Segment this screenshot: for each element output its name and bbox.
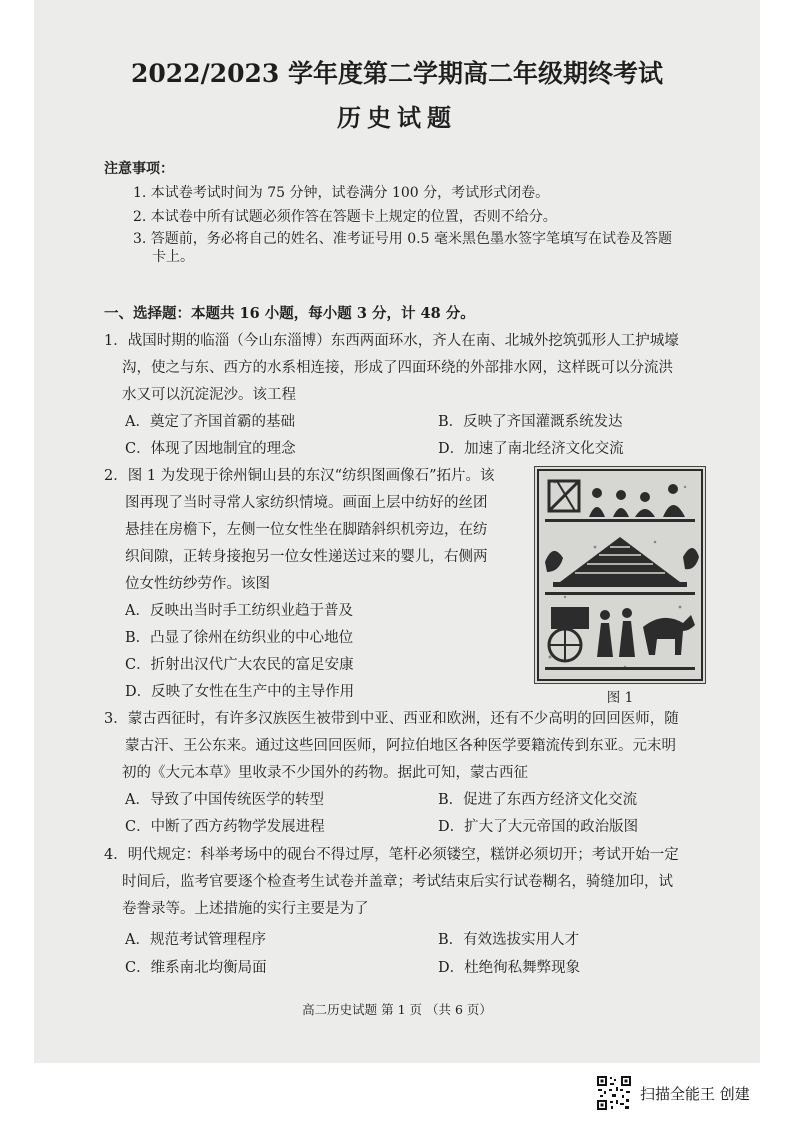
notice-item: 卡上。 <box>152 249 194 265</box>
question-3-option-d: D．扩大了大元帝国的政治版图 <box>438 819 639 835</box>
question-2-line: 织间隙，正转身接抱另一位女性递送过来的婴儿，右侧两 <box>125 549 488 565</box>
question-1-line: 水又可以沉淀泥沙。该工程 <box>122 387 296 403</box>
question-2-option-b: B．凸显了徐州在纺织业的中心地位 <box>125 630 354 646</box>
question-1-option-c: C．体现了因地制宜的理念 <box>125 441 296 457</box>
question-2-line: 悬挂在房檐下，左侧一位女性坐在脚踏斜织机旁边，在纺 <box>125 522 488 538</box>
question-4-option-c: C．维系南北均衡局面 <box>125 960 267 976</box>
question-2-option-a: A．反映出当时手工纺织业趋于普及 <box>125 603 353 619</box>
notice-heading: 注意事项： <box>104 161 174 177</box>
question-3-line: 3．蒙古西征时，有许多汉族医生被带到中亚、西亚和欧洲，还有不少高明的回回医师，随 <box>104 711 679 727</box>
page-footer: 高二历史试题 第 1 页 （共 6 页） <box>302 1002 492 1017</box>
question-1-option-d: D．加速了南北经济文化交流 <box>438 441 624 457</box>
question-3-option-b: B．促进了东西方经济文化交流 <box>438 792 638 808</box>
notice-item: 1. 本试卷考试时间为 75 分钟，试卷满分 100 分，考试形式闭卷。 <box>133 185 550 201</box>
question-4-option-a: A．规范考试管理程序 <box>125 932 266 948</box>
question-1-line: 1．战国时期的临淄（今山东淄博）东西两面环水，齐人在南、北城外挖筑弧形人工护城壕 <box>104 333 679 349</box>
question-4-line: 4．明代规定：科举考场中的砚台不得过厚，笔杆必须镂空，糕饼必须切开；考试开始一定 <box>104 847 679 863</box>
question-4-line: 时间后，监考官要逐个检查考生试卷并盖章；考试结束后实行试卷糊名，骑缝加印，试 <box>122 874 673 890</box>
figure-1-stone-rubbing <box>534 466 706 684</box>
section-heading: 一、选择题：本题共 16 小题，每小题 3 分，计 48 分。 <box>104 305 475 322</box>
question-3-option-a: A．导致了中国传统医学的转型 <box>125 792 324 808</box>
question-1-option-b: B．反映了齐国灌溉系统发达 <box>438 414 623 430</box>
figure-1-caption: 图 1 <box>606 690 634 706</box>
question-4-option-b: B．有效选拔实用人才 <box>438 932 580 948</box>
question-3-line: 蒙古汗、王公东来。通过这些回回医师，阿拉伯地区各种医学要籍流传到东亚。元末明 <box>125 738 676 754</box>
notice-item: 2. 本试卷中所有试题必须作答在答题卡上规定的位置，否则不给分。 <box>133 209 557 225</box>
question-2-line: 图再现了当时寻常人家纺织情境。画面上层中纺好的丝团 <box>125 495 488 511</box>
question-4-option-d: D．杜绝徇私舞弊现象 <box>438 960 581 976</box>
question-2-line: 位女性纺纱劳作。该图 <box>125 576 270 592</box>
question-2-option-d: D．反映了女性在生产中的主导作用 <box>125 684 355 700</box>
question-2-line: 2．图 1 为发现于徐州铜山县的东汉“纺织图画像石”拓片。该 <box>104 468 495 484</box>
scanner-watermark-text: 扫描全能王 创建 <box>640 1085 750 1103</box>
question-3-option-c: C．中断了西方药物学发展进程 <box>125 819 325 835</box>
question-4-line: 卷誊录等。上述措施的实行主要是为了 <box>122 901 369 917</box>
question-2-option-c: C．折射出汉代广大农民的富足安康 <box>125 657 354 673</box>
question-1-line: 沟，使之与东、西方的水系相连接，形成了四面环绕的外部排水网，这样既可以分流洪 <box>122 360 673 376</box>
exam-subject: 历史试题 <box>337 103 457 132</box>
question-3-line: 初的《大元本草》里收录不少国外的药物。据此可知，蒙古西征 <box>122 765 528 781</box>
exam-title: 2022/2023 学年度第二学期高二年级期终考试 <box>131 59 663 88</box>
qr-code-icon <box>596 1075 632 1111</box>
question-1-option-a: A．奠定了齐国首霸的基础 <box>125 414 295 430</box>
notice-item: 3. 答题前，务必将自己的姓名、准考证号用 0.5 毫米黑色墨水签字笔填写在试卷及答题 <box>133 231 672 247</box>
rubbing-illustration-icon <box>535 467 705 683</box>
